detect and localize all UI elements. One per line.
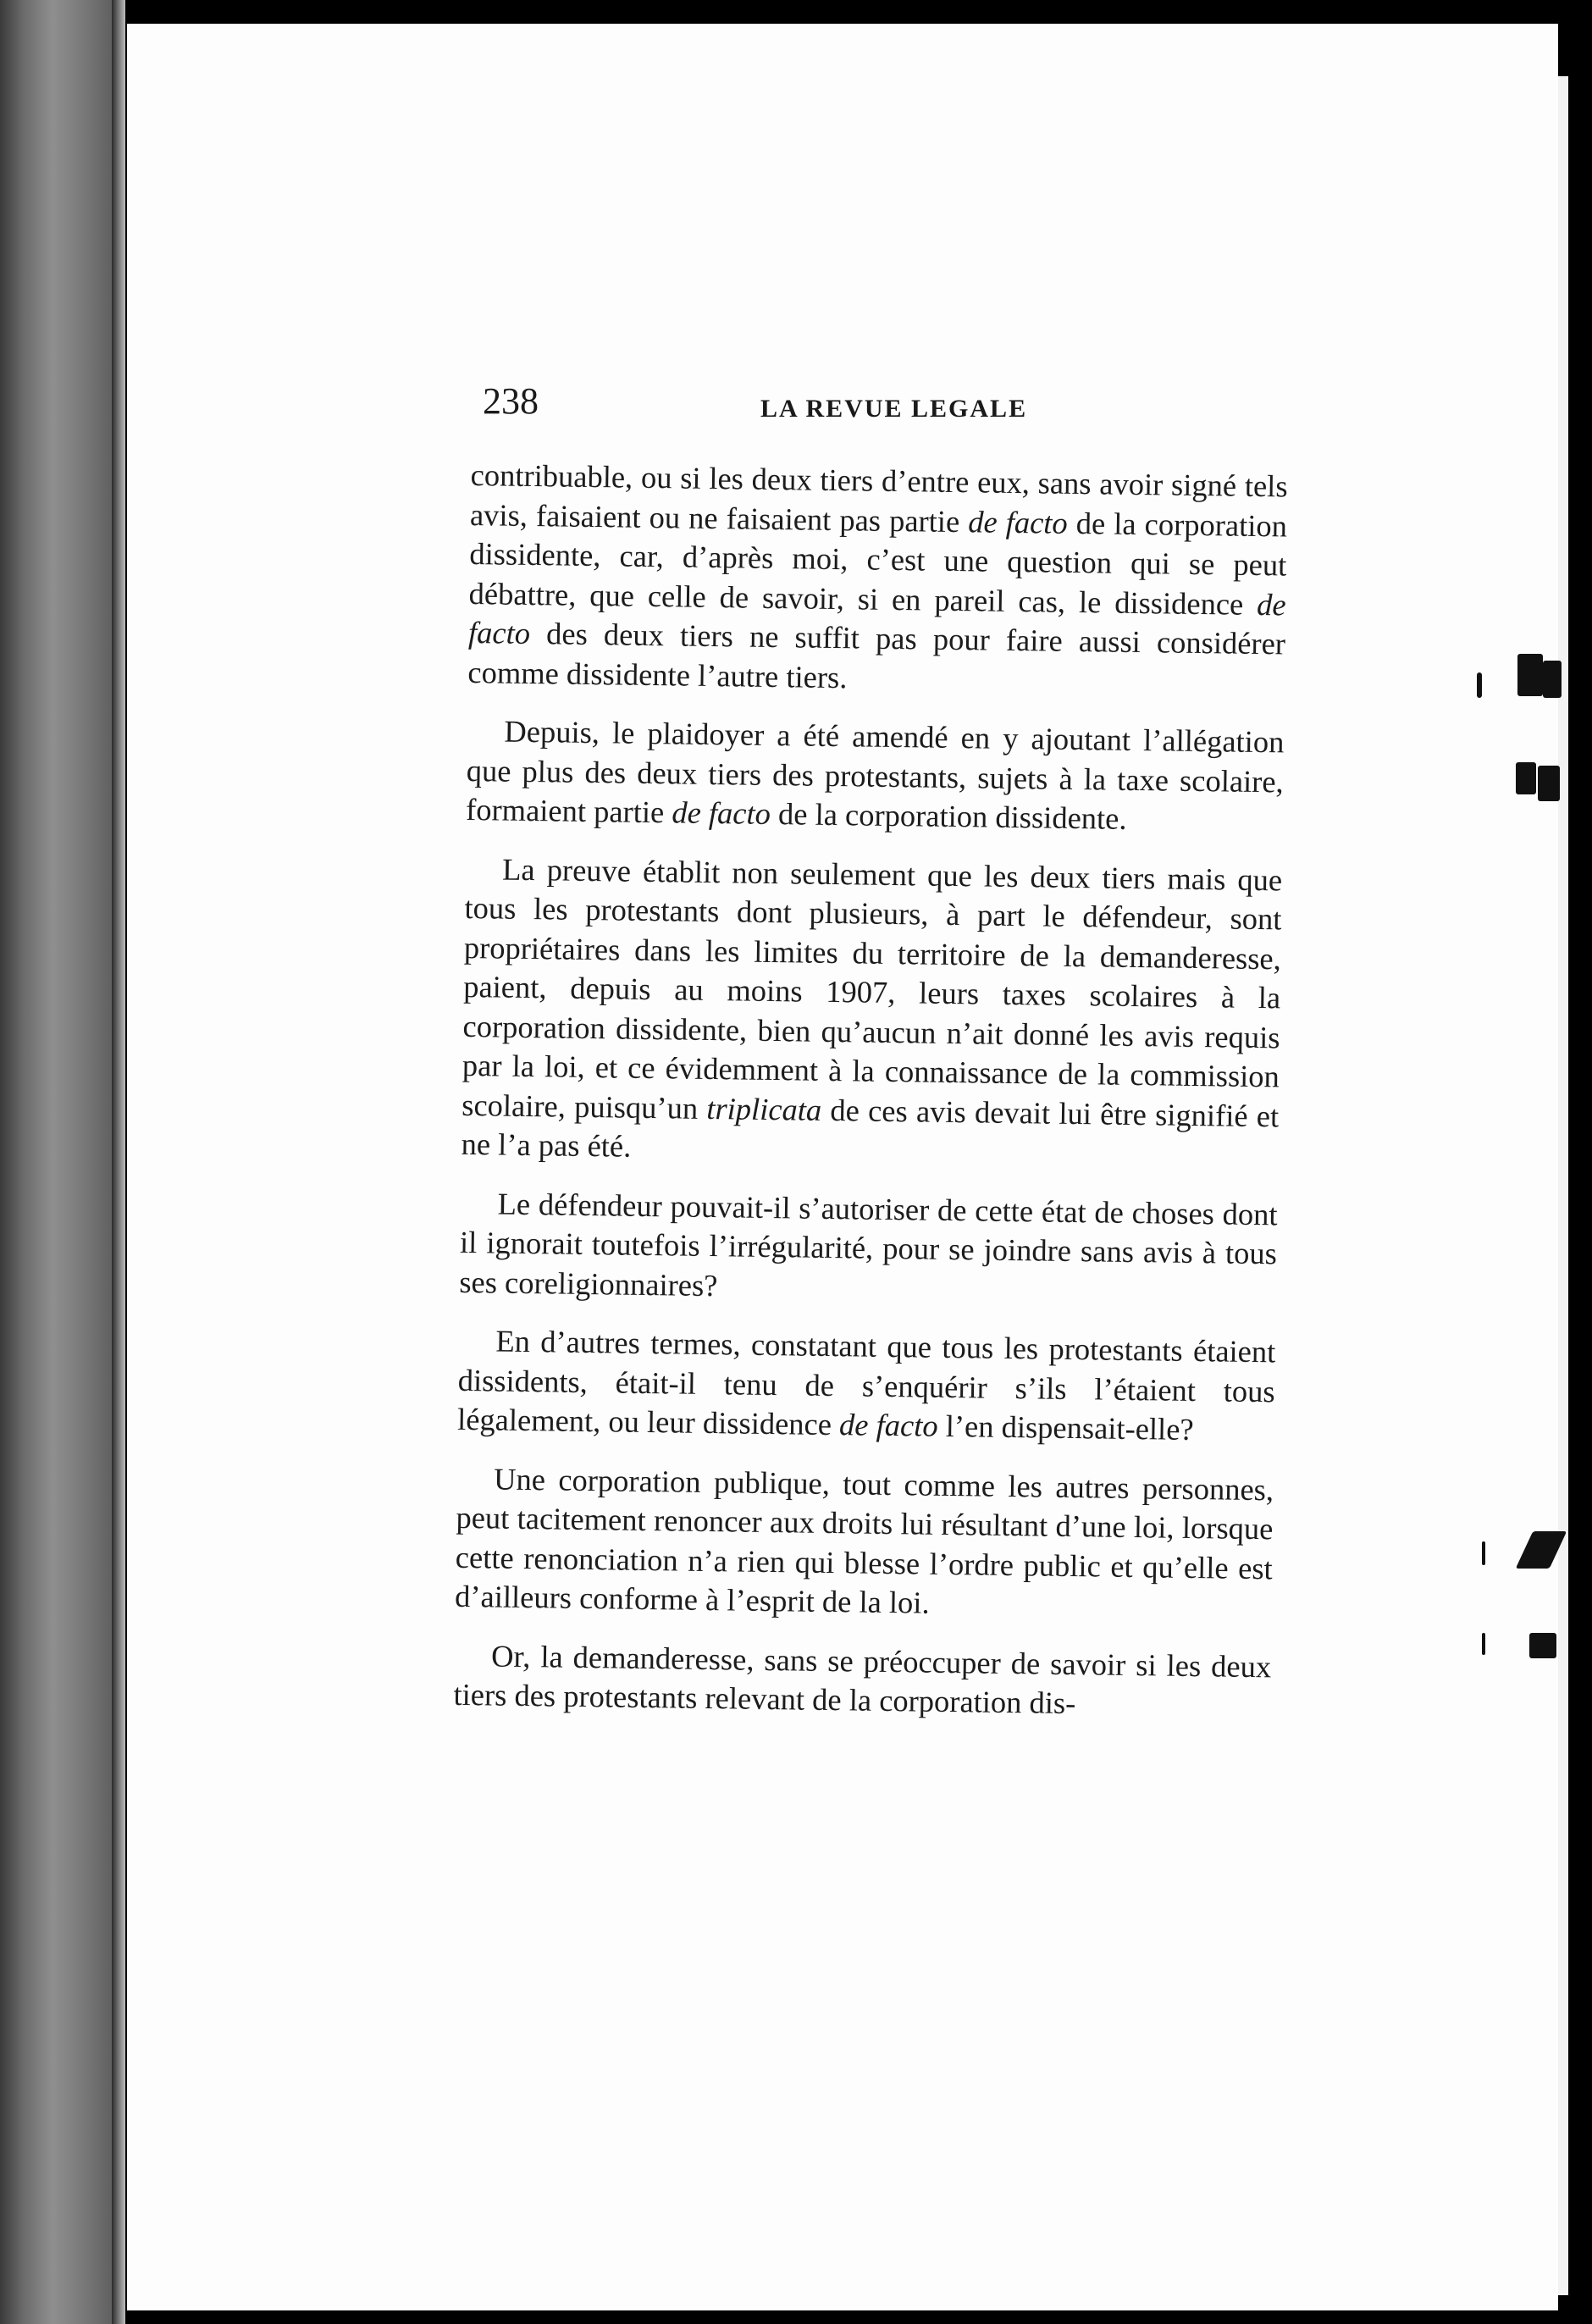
scan-artifact — [1482, 1541, 1485, 1565]
page-header — [483, 379, 1287, 430]
scan-artifact — [1517, 654, 1543, 696]
paragraph: En d’autres termes, constatant que tous les protestants étaient dissidents, était-il tenu de s’enquérir s’ils l’étaient tous légalement, ou leur dissidence de facto l’en dispensait-elle? — [456, 1323, 1276, 1447]
body-text — [451, 456, 1288, 1873]
paragraph: contribuable, ou si les deux tiers d’entre eux, sans avoir signé tels avis, faisaient ou ne faisaient pas partie de facto de la corporation dissidente, car, d’après moi, c’est une question qui se peut débattre, que celle de savoir, si en pareil cas, le dissidence de facto des deux tiers ne suffit pas pour faire aussi considérer comme dissidente l’autre tiers. — [467, 456, 1288, 694]
running-title: LA REVUE LEGALE — [760, 395, 1028, 423]
paragraph: Le défendeur pouvait-il s’autoriser de cette état de choses dont il ignorait toutefois l’irrégularité, pour se joindre sans avis à tous ses coreligionnaires? — [459, 1186, 1278, 1303]
scan-artifact — [1516, 762, 1536, 794]
scan-artifact — [1529, 1633, 1556, 1658]
page-edge — [1558, 76, 1568, 2295]
spine-edge — [112, 0, 125, 2324]
paragraph: Une corporation publique, tout comme les autres personnes, peut tacitement renoncer aux droits lui résultant d’une loi, lorsque cette renonciation n’a rien qui blesse l’ordre public et qu’elle est d’ailleurs conforme à l’esprit de la loi. — [454, 1460, 1274, 1620]
page-number: 238 — [483, 380, 539, 422]
scan-artifact — [1482, 1633, 1485, 1655]
paragraph: La preuve établit non seulement que les deux tiers mais que tous les protestants dont plusieurs, à part le défendeur, sont propriétaires dans les limites du territoire de la demanderesse, paient, depuis au moins 1907, leurs taxes scolaires à la corporation dissidente, bien qu’aucun n’ait donné les avis requis par la loi, et ce évidemment à la connaissance de la commission scolaire, puisqu’un triplicata de ces avis devait lui être signifié et ne l’a pas été. — [461, 851, 1283, 1164]
paragraph: Depuis, le plaidoyer a été amendé en y ajoutant l’allégation que plus des deux tiers des protestants, sujets à la taxe scolaire, formaient partie de facto de la corporation dissidente. — [465, 713, 1285, 836]
book-spine — [0, 0, 117, 2324]
scan-artifact — [1477, 672, 1482, 698]
scan-artifact — [1543, 661, 1562, 698]
scan-artifact — [1538, 766, 1560, 801]
paragraph: Or, la demanderesse, sans se préoccuper de savoir si les deux tiers des protestants relevant de la corporation dis- — [453, 1637, 1272, 1721]
